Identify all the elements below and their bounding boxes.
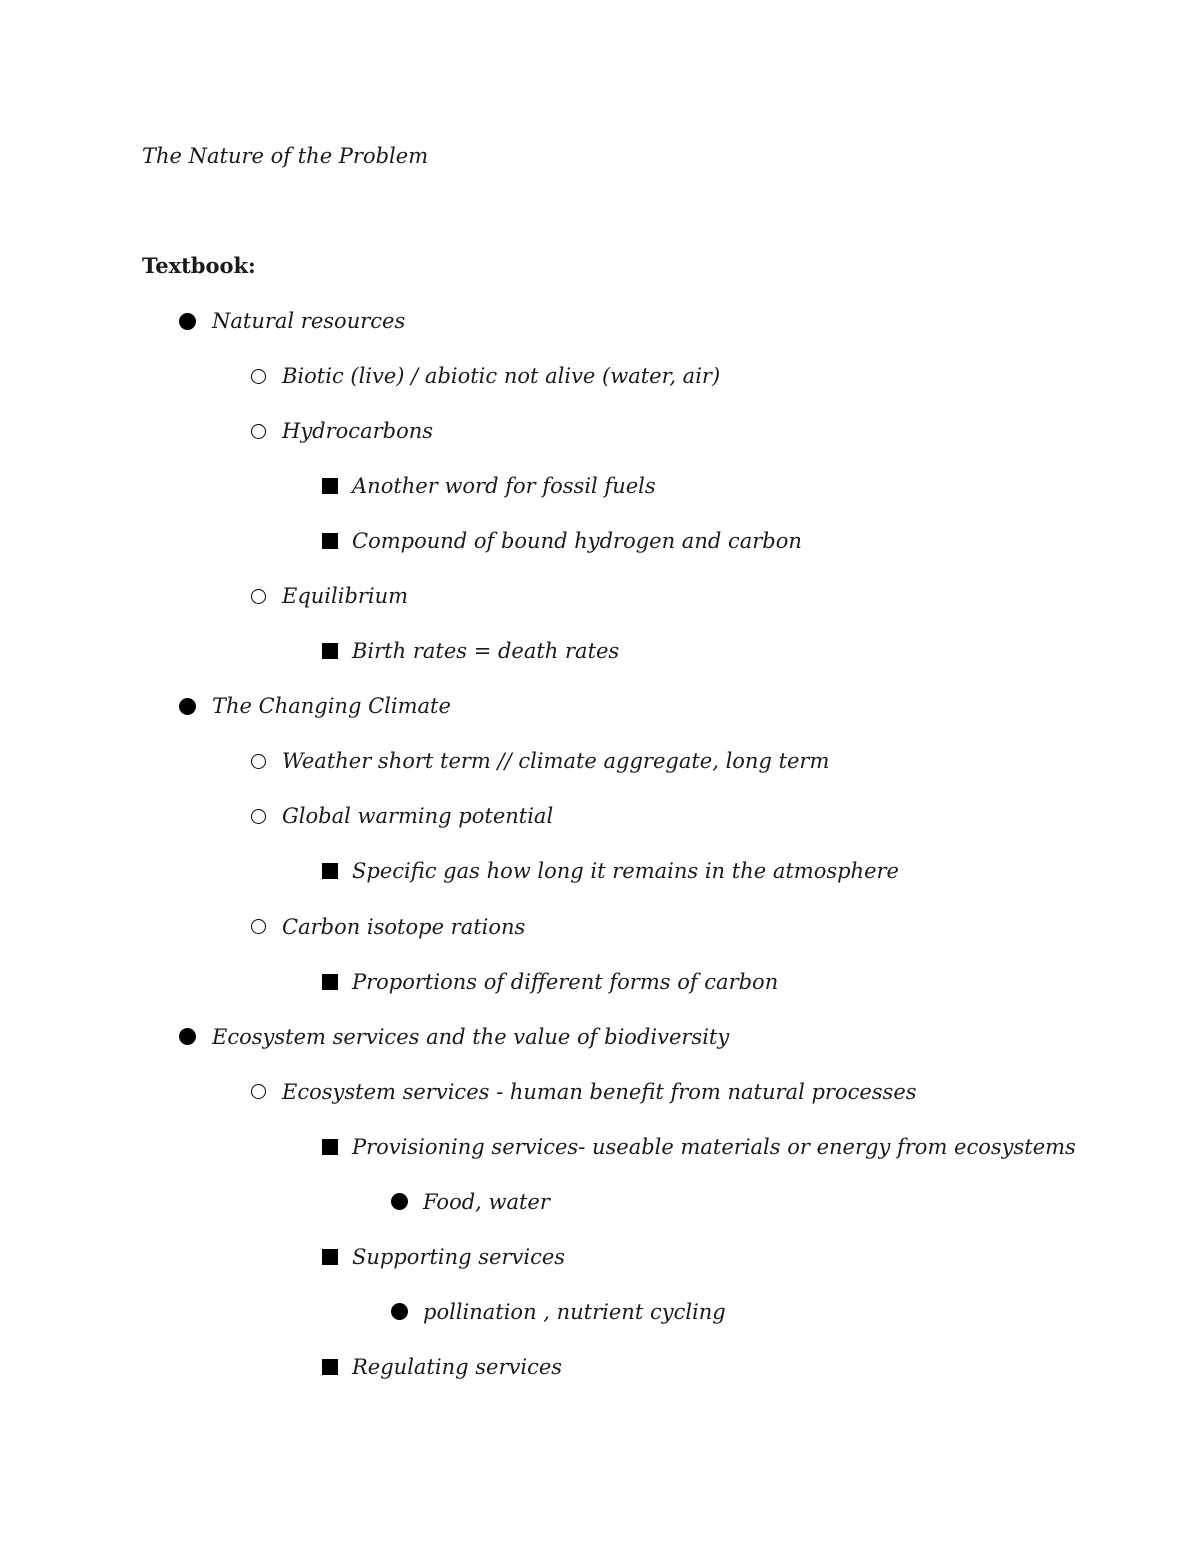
bullet-disc-icon <box>389 1297 409 1327</box>
list-item-text: Ecosystem services - human benefit from natural processes <box>282 1079 917 1104</box>
list-item <box>0 912 1200 967</box>
list-item-text: Birth rates = death rates <box>352 639 620 664</box>
list-item <box>0 691 1200 746</box>
list-item-text: Ecosystem services and the value of biodiversity <box>212 1024 730 1049</box>
bullet-disc-icon <box>389 1187 409 1217</box>
list-item <box>0 581 1200 636</box>
list-item <box>0 306 1200 361</box>
bullet-square-icon <box>320 856 340 886</box>
list-item <box>0 636 1200 691</box>
bullet-outline <box>0 306 1200 1407</box>
bullet-square-icon <box>320 636 340 666</box>
list-item-text: Weather short term // climate aggregate, long term <box>282 749 830 774</box>
list-item <box>0 361 1200 416</box>
list-item <box>0 471 1200 526</box>
section-heading: Textbook: <box>142 253 256 278</box>
list-item-text: Another word for fossil fuels <box>352 474 656 499</box>
list-item-text: Regulating services <box>352 1354 563 1379</box>
bullet-circle-icon <box>248 361 268 391</box>
list-item <box>0 526 1200 581</box>
bullet-square-icon <box>320 967 340 997</box>
bullet-square-icon <box>320 526 340 556</box>
bullet-disc-icon <box>177 691 197 721</box>
list-item-text: Food, water <box>423 1189 550 1214</box>
bullet-circle-icon <box>248 1077 268 1107</box>
bullet-square-icon <box>320 1352 340 1382</box>
bullet-square-icon <box>320 471 340 501</box>
list-item <box>0 856 1200 911</box>
list-item-text: Equilibrium <box>282 584 409 609</box>
document-title: The Nature of the Problem <box>142 144 429 168</box>
list-item-text: The Changing Climate <box>212 694 451 719</box>
list-item <box>0 1242 1200 1297</box>
bullet-circle-icon <box>248 801 268 831</box>
list-item <box>0 1132 1200 1187</box>
bullet-circle-icon <box>248 581 268 611</box>
list-item-text: Hydrocarbons <box>282 419 434 444</box>
bullet-disc-icon <box>177 1022 197 1052</box>
bullet-circle-icon <box>248 746 268 776</box>
list-item-text: Natural resources <box>212 309 406 333</box>
list-item <box>0 1022 1200 1077</box>
bullet-circle-icon <box>248 416 268 446</box>
list-item-text: Supporting services <box>352 1244 566 1269</box>
bullet-square-icon <box>320 1242 340 1272</box>
list-item-text: Specific gas how long it remains in the atmosphere <box>352 859 899 884</box>
list-item <box>0 746 1200 801</box>
list-item <box>0 1187 1200 1242</box>
list-item-text: pollination , nutrient cycling <box>423 1299 726 1324</box>
list-item <box>0 416 1200 471</box>
list-item-text: Proportions of different forms of carbon <box>352 969 779 994</box>
list-item <box>0 1077 1200 1132</box>
bullet-disc-icon <box>177 306 197 336</box>
bullet-square-icon <box>320 1132 340 1162</box>
list-item <box>0 1352 1200 1407</box>
list-item-text: Carbon isotope rations <box>282 914 526 939</box>
list-item-text: Compound of bound hydrogen and carbon <box>352 529 802 554</box>
list-item-text: Provisioning services- useable materials or energy from ecosystems <box>352 1134 1076 1159</box>
bullet-circle-icon <box>248 912 268 942</box>
list-item <box>0 1297 1200 1352</box>
list-item-text: Biotic (live) / abiotic not alive (water, air) <box>282 364 721 389</box>
list-item <box>0 801 1200 856</box>
list-item-text: Global warming potential <box>282 804 554 829</box>
list-item <box>0 967 1200 1022</box>
